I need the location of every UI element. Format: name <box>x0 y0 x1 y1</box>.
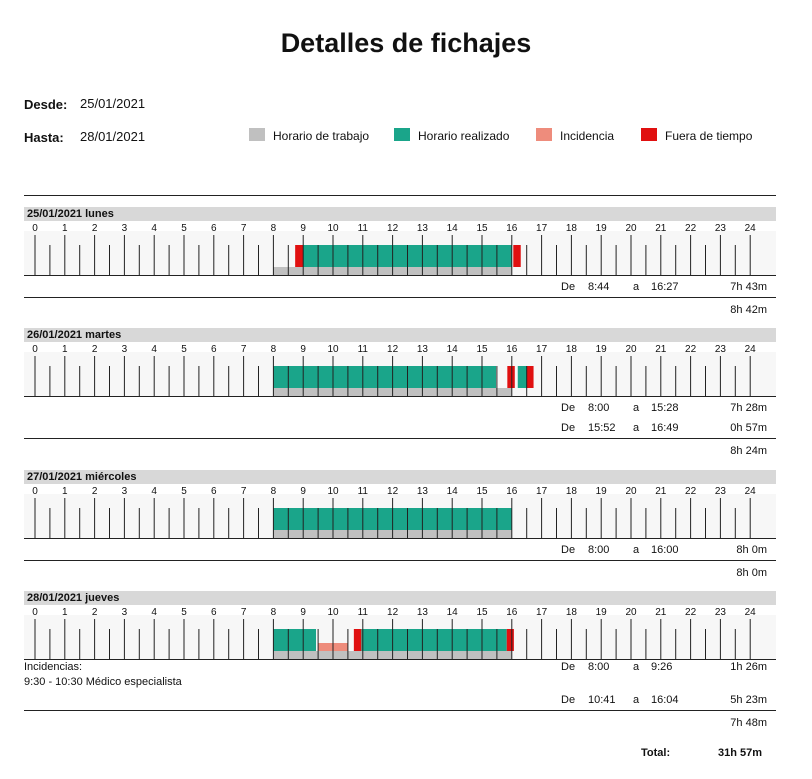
hour-label: 24 <box>744 607 756 618</box>
hour-label: 7 <box>240 344 247 355</box>
day-divider <box>24 560 776 561</box>
hour-label: 12 <box>387 486 399 497</box>
hour-label: 2 <box>91 223 98 234</box>
hour-label: 11 <box>357 223 368 234</box>
day-timeline <box>24 221 776 281</box>
row-de: De <box>561 661 576 673</box>
hour-label: 14 <box>446 486 458 497</box>
hour-label: 21 <box>655 607 667 618</box>
hour-label: 14 <box>446 344 458 355</box>
worked-bar <box>273 629 316 651</box>
hour-label: 19 <box>595 607 607 618</box>
hour-label: 9 <box>300 607 306 618</box>
row-a: a <box>633 694 640 706</box>
row-a: a <box>633 281 640 293</box>
hour-label: 15 <box>476 486 488 497</box>
row-de: De <box>561 544 576 556</box>
hour-label: 23 <box>714 607 726 618</box>
day-header <box>24 470 776 484</box>
hour-label: 1 <box>62 607 68 618</box>
hour-label: 5 <box>181 486 187 497</box>
hour-label: 5 <box>181 607 187 618</box>
hour-label: 23 <box>714 486 726 497</box>
hour-label: 19 <box>595 344 607 355</box>
row-de: De <box>561 281 576 293</box>
day-total: 7h 48m <box>730 717 767 729</box>
hour-label: 15 <box>476 223 488 234</box>
hour-label: 20 <box>625 344 637 355</box>
hour-label: 6 <box>211 344 217 355</box>
row-to: 15:28 <box>651 402 679 414</box>
hour-label: 11 <box>357 607 368 618</box>
row-a: a <box>633 661 640 673</box>
day-total: 8h 0m <box>736 567 767 579</box>
row-a: a <box>633 422 640 434</box>
hour-label: 4 <box>151 607 157 618</box>
hour-label: 24 <box>744 344 756 355</box>
hour-label: 17 <box>536 223 548 234</box>
legend-label: Fuera de tiempo <box>665 129 753 143</box>
hour-label: 6 <box>211 607 217 618</box>
hour-label: 16 <box>506 486 518 497</box>
hour-label: 4 <box>151 486 157 497</box>
row-duration: 1h 26m <box>730 661 767 673</box>
row-to: 9:26 <box>651 661 673 673</box>
hour-label: 10 <box>327 344 339 355</box>
out-of-time-bar <box>354 629 361 651</box>
hour-label: 21 <box>655 223 667 234</box>
incidencia-item: 9:30 - 10:30 Médico especialista <box>24 676 182 688</box>
hour-label: 22 <box>685 486 697 497</box>
worked-bar <box>300 245 512 267</box>
hour-label: 5 <box>181 223 187 234</box>
hour-label: 17 <box>536 486 548 497</box>
hour-label: 13 <box>416 607 428 618</box>
hour-label: 3 <box>121 486 128 497</box>
day-divider <box>24 438 776 439</box>
hour-label: 13 <box>416 223 428 234</box>
day-divider <box>24 710 776 711</box>
row-from: 10:41 <box>588 694 616 706</box>
row-from: 8:00 <box>588 402 610 414</box>
hour-label: 6 <box>211 223 217 234</box>
day-title: 26/01/2021 martes <box>27 329 122 341</box>
hour-label: 7 <box>240 223 247 234</box>
row-to: 16:00 <box>651 544 679 556</box>
hour-label: 23 <box>714 223 726 234</box>
day-title: 28/01/2021 jueves <box>27 592 120 604</box>
out-of-time-bar <box>527 366 534 388</box>
hour-label: 1 <box>62 344 68 355</box>
hour-label: 24 <box>744 486 756 497</box>
hour-label: 13 <box>416 486 428 497</box>
row-duration: 7h 43m <box>730 281 767 293</box>
hour-label: 2 <box>91 486 98 497</box>
hour-label: 15 <box>476 607 488 618</box>
row-duration: 8h 0m <box>736 544 767 556</box>
out-of-time-bar <box>507 366 514 388</box>
hour-label: 19 <box>595 486 607 497</box>
row-a: a <box>633 402 640 414</box>
day-timeline <box>24 605 776 665</box>
desde-value: 25/01/2021 <box>80 96 146 111</box>
hour-label: 17 <box>536 607 548 618</box>
hour-label: 7 <box>240 607 247 618</box>
hour-label: 0 <box>32 607 38 618</box>
hour-label: 9 <box>300 344 306 355</box>
hour-label: 22 <box>685 607 697 618</box>
hour-label: 8 <box>270 223 277 234</box>
desde-label: Desde: <box>24 97 68 112</box>
hour-label: 4 <box>151 223 157 234</box>
hour-label: 8 <box>270 486 277 497</box>
hour-label: 1 <box>62 486 68 497</box>
hour-label: 12 <box>387 607 399 618</box>
worked-bar <box>273 366 496 388</box>
row-from: 8:44 <box>588 281 610 293</box>
hour-label: 0 <box>32 486 38 497</box>
hour-label: 16 <box>506 223 518 234</box>
hour-label: 23 <box>714 344 726 355</box>
row-de: De <box>561 422 576 434</box>
row-to: 16:04 <box>651 694 679 706</box>
grand-total-value: 31h 57m <box>718 747 763 759</box>
grand-total-label: Total: <box>641 747 671 759</box>
hour-label: 18 <box>565 486 577 497</box>
hour-label: 9 <box>300 223 306 234</box>
out-of-time-bar <box>507 629 514 651</box>
day-header <box>24 207 776 221</box>
hour-label: 15 <box>476 344 488 355</box>
day-total: 8h 24m <box>730 445 767 457</box>
legend-swatch <box>641 128 657 141</box>
worked-bar <box>361 629 506 651</box>
legend-swatch <box>536 128 552 141</box>
hour-label: 16 <box>506 607 518 618</box>
out-of-time-bar <box>295 245 303 267</box>
hour-label: 0 <box>32 223 38 234</box>
legend-swatch <box>394 128 410 141</box>
hour-label: 12 <box>387 344 399 355</box>
legend-label: Horario de trabajo <box>273 129 370 143</box>
day-timeline <box>24 342 776 402</box>
hour-label: 18 <box>565 223 577 234</box>
hour-label: 3 <box>121 607 128 618</box>
row-de: De <box>561 402 576 414</box>
day-title: 25/01/2021 lunes <box>27 208 114 220</box>
out-of-time-bar <box>513 245 520 267</box>
hour-label: 8 <box>270 344 277 355</box>
hour-label: 18 <box>565 607 577 618</box>
hour-label: 22 <box>685 223 697 234</box>
legend-label: Incidencia <box>560 129 615 143</box>
day-header <box>24 591 776 605</box>
hour-label: 3 <box>121 223 128 234</box>
hasta-value: 28/01/2021 <box>80 129 146 144</box>
hour-label: 18 <box>565 344 577 355</box>
header-divider <box>24 195 776 196</box>
row-a: a <box>633 544 640 556</box>
legend-swatch <box>249 128 265 141</box>
hour-label: 24 <box>744 223 756 234</box>
hour-label: 22 <box>685 344 697 355</box>
row-from: 8:00 <box>588 544 610 556</box>
hour-label: 2 <box>91 344 98 355</box>
hour-label: 10 <box>327 486 339 497</box>
hour-label: 11 <box>357 486 368 497</box>
row-to: 16:49 <box>651 422 679 434</box>
row-from: 8:00 <box>588 661 610 673</box>
row-to: 16:27 <box>651 281 679 293</box>
row-duration: 7h 28m <box>730 402 767 414</box>
day-header <box>24 328 776 342</box>
incidencias-label: Incidencias: <box>24 661 83 673</box>
row-duration: 0h 57m <box>730 422 767 434</box>
hour-label: 3 <box>121 344 128 355</box>
hour-label: 12 <box>387 223 399 234</box>
hour-label: 1 <box>62 223 68 234</box>
hour-label: 7 <box>240 486 247 497</box>
day-divider <box>24 297 776 298</box>
hasta-label: Hasta: <box>24 130 64 145</box>
hour-label: 20 <box>625 223 637 234</box>
hour-label: 14 <box>446 223 458 234</box>
hour-label: 16 <box>506 344 518 355</box>
hour-label: 20 <box>625 607 637 618</box>
hour-label: 10 <box>327 223 339 234</box>
hour-label: 20 <box>625 486 637 497</box>
hour-label: 14 <box>446 607 458 618</box>
page-title: Detalles de fichajes <box>280 28 532 58</box>
hour-label: 8 <box>270 607 277 618</box>
hour-label: 13 <box>416 344 428 355</box>
hour-label: 0 <box>32 344 38 355</box>
row-de: De <box>561 694 576 706</box>
hour-label: 21 <box>655 344 667 355</box>
hour-label: 2 <box>91 607 98 618</box>
row-from: 15:52 <box>588 422 616 434</box>
legend-label: Horario realizado <box>418 129 510 143</box>
hour-label: 19 <box>595 223 607 234</box>
row-duration: 5h 23m <box>730 694 767 706</box>
hour-label: 6 <box>211 486 217 497</box>
hour-label: 5 <box>181 344 187 355</box>
hour-label: 10 <box>327 607 339 618</box>
day-total: 8h 42m <box>730 304 767 316</box>
day-title: 27/01/2021 miércoles <box>27 471 137 483</box>
hour-label: 9 <box>300 486 306 497</box>
worked-bar <box>518 366 527 388</box>
hour-label: 4 <box>151 344 157 355</box>
hour-label: 21 <box>655 486 667 497</box>
hour-label: 11 <box>357 344 368 355</box>
hour-label: 17 <box>536 344 548 355</box>
day-timeline <box>24 484 776 544</box>
